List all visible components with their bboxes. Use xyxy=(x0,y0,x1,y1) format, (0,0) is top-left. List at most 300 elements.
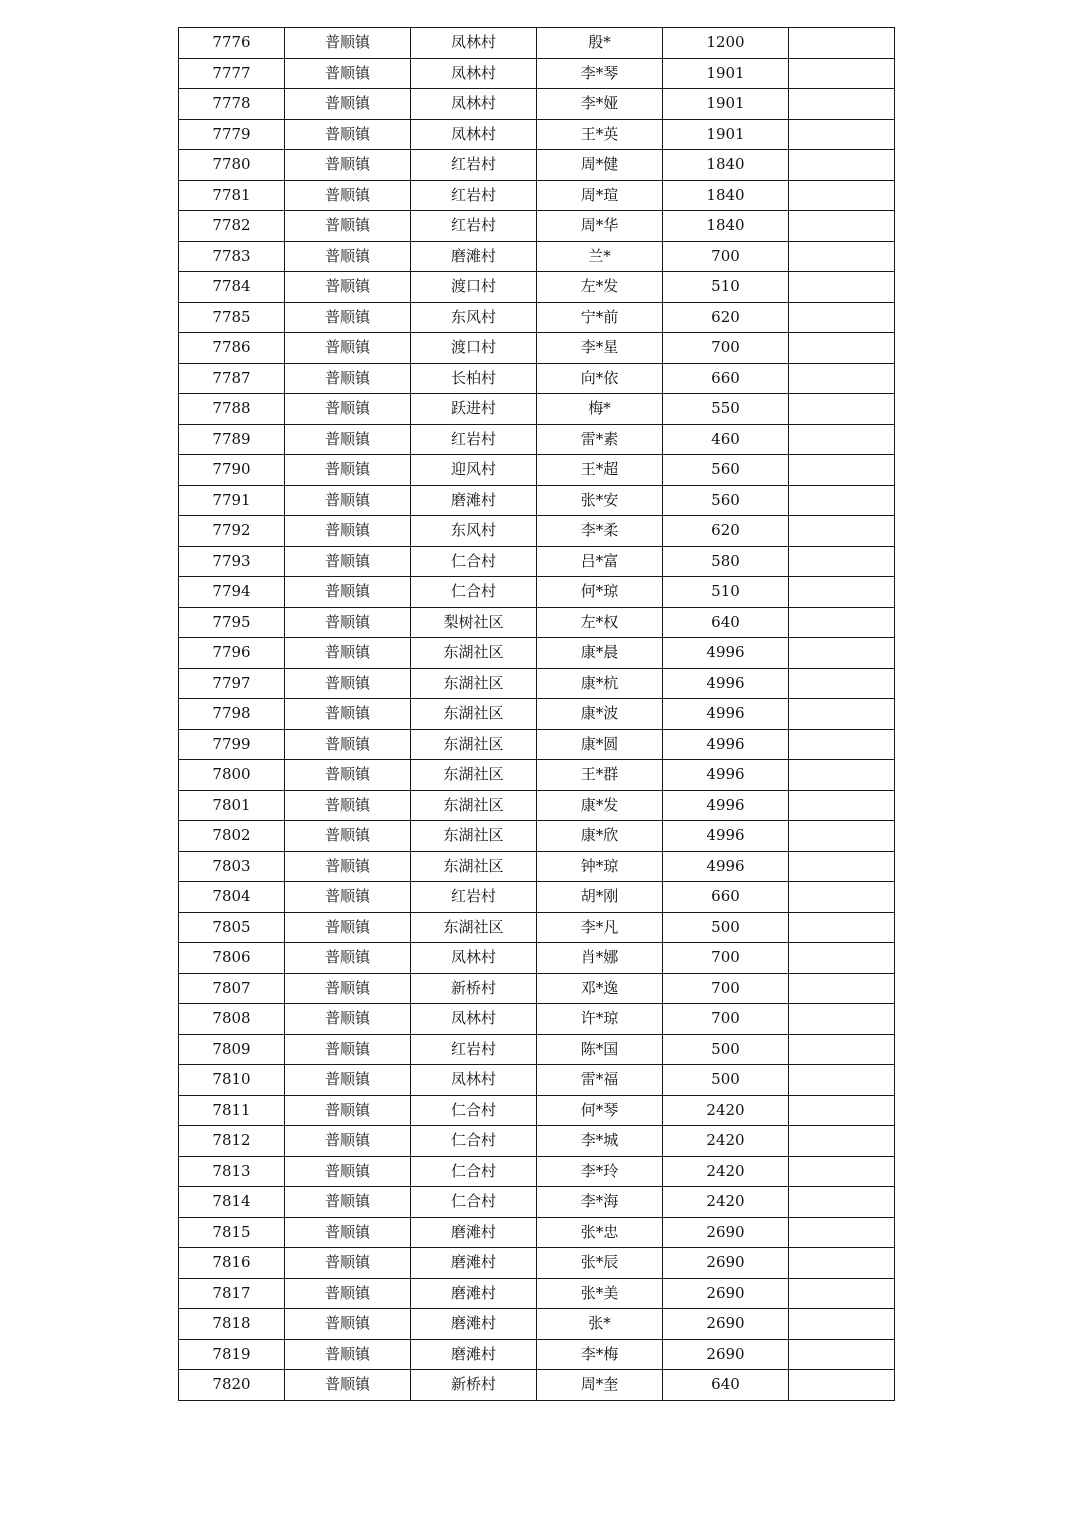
village-cell: 红岩村 xyxy=(411,424,537,455)
village-cell: 新桥村 xyxy=(411,1370,537,1401)
amount-cell: 660 xyxy=(663,363,789,394)
village-cell: 磨滩村 xyxy=(411,485,537,516)
note-cell xyxy=(789,1309,895,1340)
note-cell xyxy=(789,1156,895,1187)
amount-cell: 4996 xyxy=(663,638,789,669)
note-cell xyxy=(789,241,895,272)
name-cell: 左*发 xyxy=(537,272,663,303)
row-number-cell: 7797 xyxy=(179,668,285,699)
row-number-cell: 7798 xyxy=(179,699,285,730)
village-cell: 东湖社区 xyxy=(411,668,537,699)
table-row xyxy=(179,455,895,486)
table-row xyxy=(179,28,895,59)
note-cell xyxy=(789,363,895,394)
amount-cell: 510 xyxy=(663,272,789,303)
row-number-cell: 7813 xyxy=(179,1156,285,1187)
amount-cell: 1901 xyxy=(663,119,789,150)
row-number-cell: 7779 xyxy=(179,119,285,150)
note-cell xyxy=(789,302,895,333)
town-cell: 普顺镇 xyxy=(285,58,411,89)
table-row xyxy=(179,1217,895,1248)
amount-cell: 620 xyxy=(663,516,789,547)
town-cell: 普顺镇 xyxy=(285,1339,411,1370)
note-cell xyxy=(789,577,895,608)
name-cell: 左*权 xyxy=(537,607,663,638)
town-cell: 普顺镇 xyxy=(285,1126,411,1157)
town-cell: 普顺镇 xyxy=(285,973,411,1004)
amount-cell: 4996 xyxy=(663,851,789,882)
amount-cell: 560 xyxy=(663,455,789,486)
village-cell: 凤林村 xyxy=(411,943,537,974)
row-number-cell: 7817 xyxy=(179,1278,285,1309)
name-cell: 何*琼 xyxy=(537,577,663,608)
table-row xyxy=(179,1339,895,1370)
amount-cell: 560 xyxy=(663,485,789,516)
town-cell: 普顺镇 xyxy=(285,1156,411,1187)
table-row xyxy=(179,729,895,760)
town-cell: 普顺镇 xyxy=(285,546,411,577)
village-cell: 仁合村 xyxy=(411,1156,537,1187)
town-cell: 普顺镇 xyxy=(285,1309,411,1340)
amount-cell: 460 xyxy=(663,424,789,455)
note-cell xyxy=(789,272,895,303)
row-number-cell: 7783 xyxy=(179,241,285,272)
row-number-cell: 7787 xyxy=(179,363,285,394)
town-cell: 普顺镇 xyxy=(285,211,411,242)
name-cell: 周*健 xyxy=(537,150,663,181)
name-cell: 邓*逸 xyxy=(537,973,663,1004)
amount-cell: 2690 xyxy=(663,1278,789,1309)
town-cell: 普顺镇 xyxy=(285,1065,411,1096)
name-cell: 李*柔 xyxy=(537,516,663,547)
village-cell: 红岩村 xyxy=(411,180,537,211)
table-row xyxy=(179,241,895,272)
amount-cell: 2420 xyxy=(663,1095,789,1126)
village-cell: 红岩村 xyxy=(411,211,537,242)
town-cell: 普顺镇 xyxy=(285,1248,411,1279)
table-row xyxy=(179,1370,895,1401)
note-cell xyxy=(789,1065,895,1096)
amount-cell: 4996 xyxy=(663,668,789,699)
amount-cell: 700 xyxy=(663,241,789,272)
row-number-cell: 7806 xyxy=(179,943,285,974)
name-cell: 康*发 xyxy=(537,790,663,821)
town-cell: 普顺镇 xyxy=(285,699,411,730)
table-row xyxy=(179,1278,895,1309)
note-cell xyxy=(789,851,895,882)
town-cell: 普顺镇 xyxy=(285,607,411,638)
name-cell: 康*晨 xyxy=(537,638,663,669)
town-cell: 普顺镇 xyxy=(285,272,411,303)
village-cell: 磨滩村 xyxy=(411,1309,537,1340)
row-number-cell: 7789 xyxy=(179,424,285,455)
table-row xyxy=(179,546,895,577)
table-row xyxy=(179,272,895,303)
village-cell: 东湖社区 xyxy=(411,729,537,760)
name-cell: 李*海 xyxy=(537,1187,663,1218)
amount-cell: 500 xyxy=(663,912,789,943)
note-cell xyxy=(789,821,895,852)
village-cell: 红岩村 xyxy=(411,1034,537,1065)
note-cell xyxy=(789,1187,895,1218)
amount-cell: 550 xyxy=(663,394,789,425)
row-number-cell: 7820 xyxy=(179,1370,285,1401)
name-cell: 王*群 xyxy=(537,760,663,791)
amount-cell: 2420 xyxy=(663,1126,789,1157)
name-cell: 肖*娜 xyxy=(537,943,663,974)
village-cell: 凤林村 xyxy=(411,89,537,120)
name-cell: 李*星 xyxy=(537,333,663,364)
town-cell: 普顺镇 xyxy=(285,912,411,943)
note-cell xyxy=(789,729,895,760)
row-number-cell: 7814 xyxy=(179,1187,285,1218)
amount-cell: 2690 xyxy=(663,1339,789,1370)
row-number-cell: 7790 xyxy=(179,455,285,486)
row-number-cell: 7793 xyxy=(179,546,285,577)
village-cell: 东湖社区 xyxy=(411,760,537,791)
row-number-cell: 7807 xyxy=(179,973,285,1004)
row-number-cell: 7816 xyxy=(179,1248,285,1279)
town-cell: 普顺镇 xyxy=(285,241,411,272)
row-number-cell: 7784 xyxy=(179,272,285,303)
row-number-cell: 7812 xyxy=(179,1126,285,1157)
amount-cell: 4996 xyxy=(663,821,789,852)
town-cell: 普顺镇 xyxy=(285,516,411,547)
table-row xyxy=(179,577,895,608)
name-cell: 梅* xyxy=(537,394,663,425)
note-cell xyxy=(789,546,895,577)
village-cell: 磨滩村 xyxy=(411,241,537,272)
name-cell: 康*杭 xyxy=(537,668,663,699)
note-cell xyxy=(789,394,895,425)
table-row xyxy=(179,882,895,913)
note-cell xyxy=(789,1034,895,1065)
note-cell xyxy=(789,485,895,516)
village-cell: 东湖社区 xyxy=(411,851,537,882)
amount-cell: 500 xyxy=(663,1034,789,1065)
note-cell xyxy=(789,607,895,638)
name-cell: 张*美 xyxy=(537,1278,663,1309)
row-number-cell: 7809 xyxy=(179,1034,285,1065)
amount-cell: 620 xyxy=(663,302,789,333)
amount-cell: 1840 xyxy=(663,150,789,181)
amount-cell: 700 xyxy=(663,333,789,364)
village-cell: 仁合村 xyxy=(411,577,537,608)
row-number-cell: 7794 xyxy=(179,577,285,608)
name-cell: 李*娅 xyxy=(537,89,663,120)
row-number-cell: 7781 xyxy=(179,180,285,211)
note-cell xyxy=(789,790,895,821)
town-cell: 普顺镇 xyxy=(285,150,411,181)
amount-cell: 510 xyxy=(663,577,789,608)
table-row xyxy=(179,912,895,943)
row-number-cell: 7818 xyxy=(179,1309,285,1340)
town-cell: 普顺镇 xyxy=(285,119,411,150)
name-cell: 陈*国 xyxy=(537,1034,663,1065)
table-row xyxy=(179,1095,895,1126)
village-cell: 跃进村 xyxy=(411,394,537,425)
amount-cell: 640 xyxy=(663,1370,789,1401)
town-cell: 普顺镇 xyxy=(285,424,411,455)
name-cell: 张*安 xyxy=(537,485,663,516)
table-row xyxy=(179,333,895,364)
name-cell: 吕*富 xyxy=(537,546,663,577)
amount-cell: 660 xyxy=(663,882,789,913)
name-cell: 王*超 xyxy=(537,455,663,486)
note-cell xyxy=(789,668,895,699)
village-cell: 新桥村 xyxy=(411,973,537,1004)
name-cell: 张* xyxy=(537,1309,663,1340)
table-row xyxy=(179,394,895,425)
name-cell: 雷*素 xyxy=(537,424,663,455)
name-cell: 李*凡 xyxy=(537,912,663,943)
row-number-cell: 7819 xyxy=(179,1339,285,1370)
name-cell: 张*忠 xyxy=(537,1217,663,1248)
note-cell xyxy=(789,333,895,364)
town-cell: 普顺镇 xyxy=(285,455,411,486)
row-number-cell: 7788 xyxy=(179,394,285,425)
town-cell: 普顺镇 xyxy=(285,363,411,394)
town-cell: 普顺镇 xyxy=(285,1187,411,1218)
town-cell: 普顺镇 xyxy=(285,1217,411,1248)
name-cell: 王*英 xyxy=(537,119,663,150)
note-cell xyxy=(789,943,895,974)
document-page xyxy=(178,27,895,1401)
village-cell: 凤林村 xyxy=(411,1065,537,1096)
name-cell: 宁*前 xyxy=(537,302,663,333)
amount-cell: 2690 xyxy=(663,1217,789,1248)
name-cell: 周*瑄 xyxy=(537,180,663,211)
town-cell: 普顺镇 xyxy=(285,943,411,974)
amount-cell: 700 xyxy=(663,973,789,1004)
name-cell: 胡*刚 xyxy=(537,882,663,913)
amount-cell: 1840 xyxy=(663,211,789,242)
row-number-cell: 7777 xyxy=(179,58,285,89)
amount-cell: 700 xyxy=(663,1004,789,1035)
row-number-cell: 7801 xyxy=(179,790,285,821)
name-cell: 李*梅 xyxy=(537,1339,663,1370)
row-number-cell: 7776 xyxy=(179,28,285,59)
village-cell: 仁合村 xyxy=(411,1187,537,1218)
amount-cell: 2690 xyxy=(663,1309,789,1340)
village-cell: 红岩村 xyxy=(411,150,537,181)
village-cell: 磨滩村 xyxy=(411,1248,537,1279)
row-number-cell: 7795 xyxy=(179,607,285,638)
table-row xyxy=(179,821,895,852)
village-cell: 东湖社区 xyxy=(411,790,537,821)
roster-table-body xyxy=(179,28,895,1401)
village-cell: 迎风村 xyxy=(411,455,537,486)
note-cell xyxy=(789,1126,895,1157)
village-cell: 磨滩村 xyxy=(411,1339,537,1370)
town-cell: 普顺镇 xyxy=(285,1370,411,1401)
town-cell: 普顺镇 xyxy=(285,577,411,608)
name-cell: 雷*福 xyxy=(537,1065,663,1096)
amount-cell: 580 xyxy=(663,546,789,577)
village-cell: 红岩村 xyxy=(411,882,537,913)
town-cell: 普顺镇 xyxy=(285,394,411,425)
table-row xyxy=(179,851,895,882)
name-cell: 何*琴 xyxy=(537,1095,663,1126)
town-cell: 普顺镇 xyxy=(285,485,411,516)
town-cell: 普顺镇 xyxy=(285,1278,411,1309)
table-row xyxy=(179,150,895,181)
table-row xyxy=(179,302,895,333)
amount-cell: 2690 xyxy=(663,1248,789,1279)
table-row xyxy=(179,760,895,791)
amount-cell: 640 xyxy=(663,607,789,638)
note-cell xyxy=(789,1095,895,1126)
town-cell: 普顺镇 xyxy=(285,882,411,913)
amount-cell: 500 xyxy=(663,1065,789,1096)
amount-cell: 1840 xyxy=(663,180,789,211)
town-cell: 普顺镇 xyxy=(285,851,411,882)
amount-cell: 4996 xyxy=(663,699,789,730)
name-cell: 周*华 xyxy=(537,211,663,242)
row-number-cell: 7791 xyxy=(179,485,285,516)
note-cell xyxy=(789,912,895,943)
town-cell: 普顺镇 xyxy=(285,668,411,699)
row-number-cell: 7808 xyxy=(179,1004,285,1035)
village-cell: 东湖社区 xyxy=(411,821,537,852)
note-cell xyxy=(789,211,895,242)
amount-cell: 1901 xyxy=(663,58,789,89)
table-row xyxy=(179,607,895,638)
town-cell: 普顺镇 xyxy=(285,790,411,821)
table-row xyxy=(179,1034,895,1065)
amount-cell: 2420 xyxy=(663,1187,789,1218)
table-row xyxy=(179,485,895,516)
note-cell xyxy=(789,760,895,791)
note-cell xyxy=(789,180,895,211)
village-cell: 渡口村 xyxy=(411,272,537,303)
table-row xyxy=(179,1187,895,1218)
row-number-cell: 7780 xyxy=(179,150,285,181)
village-cell: 凤林村 xyxy=(411,28,537,59)
row-number-cell: 7804 xyxy=(179,882,285,913)
note-cell xyxy=(789,638,895,669)
amount-cell: 4996 xyxy=(663,729,789,760)
village-cell: 凤林村 xyxy=(411,119,537,150)
name-cell: 康*圆 xyxy=(537,729,663,760)
amount-cell: 1200 xyxy=(663,28,789,59)
village-cell: 凤林村 xyxy=(411,1004,537,1035)
village-cell: 仁合村 xyxy=(411,546,537,577)
table-row xyxy=(179,516,895,547)
amount-cell: 4996 xyxy=(663,790,789,821)
row-number-cell: 7805 xyxy=(179,912,285,943)
town-cell: 普顺镇 xyxy=(285,302,411,333)
note-cell xyxy=(789,1370,895,1401)
village-cell: 东湖社区 xyxy=(411,638,537,669)
note-cell xyxy=(789,119,895,150)
village-cell: 东湖社区 xyxy=(411,912,537,943)
table-row xyxy=(179,943,895,974)
row-number-cell: 7800 xyxy=(179,760,285,791)
note-cell xyxy=(789,150,895,181)
note-cell xyxy=(789,58,895,89)
village-cell: 东风村 xyxy=(411,302,537,333)
table-row xyxy=(179,699,895,730)
village-cell: 梨树社区 xyxy=(411,607,537,638)
name-cell: 李*城 xyxy=(537,1126,663,1157)
note-cell xyxy=(789,455,895,486)
village-cell: 凤林村 xyxy=(411,58,537,89)
village-cell: 东风村 xyxy=(411,516,537,547)
table-row xyxy=(179,638,895,669)
amount-cell: 1901 xyxy=(663,89,789,120)
table-row xyxy=(179,363,895,394)
table-row xyxy=(179,1126,895,1157)
name-cell: 许*琼 xyxy=(537,1004,663,1035)
table-row xyxy=(179,668,895,699)
note-cell xyxy=(789,516,895,547)
town-cell: 普顺镇 xyxy=(285,821,411,852)
name-cell: 钟*琼 xyxy=(537,851,663,882)
town-cell: 普顺镇 xyxy=(285,1004,411,1035)
table-row xyxy=(179,180,895,211)
village-cell: 仁合村 xyxy=(411,1126,537,1157)
note-cell xyxy=(789,28,895,59)
town-cell: 普顺镇 xyxy=(285,89,411,120)
name-cell: 向*依 xyxy=(537,363,663,394)
name-cell: 周*奎 xyxy=(537,1370,663,1401)
table-row xyxy=(179,58,895,89)
note-cell xyxy=(789,424,895,455)
table-row xyxy=(179,1156,895,1187)
row-number-cell: 7803 xyxy=(179,851,285,882)
note-cell xyxy=(789,89,895,120)
town-cell: 普顺镇 xyxy=(285,1095,411,1126)
row-number-cell: 7802 xyxy=(179,821,285,852)
row-number-cell: 7778 xyxy=(179,89,285,120)
note-cell xyxy=(789,882,895,913)
row-number-cell: 7796 xyxy=(179,638,285,669)
row-number-cell: 7799 xyxy=(179,729,285,760)
row-number-cell: 7792 xyxy=(179,516,285,547)
note-cell xyxy=(789,1004,895,1035)
town-cell: 普顺镇 xyxy=(285,1034,411,1065)
table-row xyxy=(179,424,895,455)
name-cell: 殷* xyxy=(537,28,663,59)
amount-cell: 4996 xyxy=(663,760,789,791)
table-row xyxy=(179,211,895,242)
amount-cell: 700 xyxy=(663,943,789,974)
row-number-cell: 7810 xyxy=(179,1065,285,1096)
amount-cell: 2420 xyxy=(663,1156,789,1187)
roster-table xyxy=(178,27,895,1401)
town-cell: 普顺镇 xyxy=(285,333,411,364)
name-cell: 李*玲 xyxy=(537,1156,663,1187)
row-number-cell: 7815 xyxy=(179,1217,285,1248)
row-number-cell: 7811 xyxy=(179,1095,285,1126)
name-cell: 李*琴 xyxy=(537,58,663,89)
village-cell: 渡口村 xyxy=(411,333,537,364)
row-number-cell: 7785 xyxy=(179,302,285,333)
note-cell xyxy=(789,1339,895,1370)
village-cell: 磨滩村 xyxy=(411,1217,537,1248)
note-cell xyxy=(789,1248,895,1279)
row-number-cell: 7786 xyxy=(179,333,285,364)
village-cell: 磨滩村 xyxy=(411,1278,537,1309)
village-cell: 东湖社区 xyxy=(411,699,537,730)
table-row xyxy=(179,1065,895,1096)
name-cell: 康*波 xyxy=(537,699,663,730)
town-cell: 普顺镇 xyxy=(285,638,411,669)
note-cell xyxy=(789,1278,895,1309)
table-row xyxy=(179,1309,895,1340)
village-cell: 长柏村 xyxy=(411,363,537,394)
